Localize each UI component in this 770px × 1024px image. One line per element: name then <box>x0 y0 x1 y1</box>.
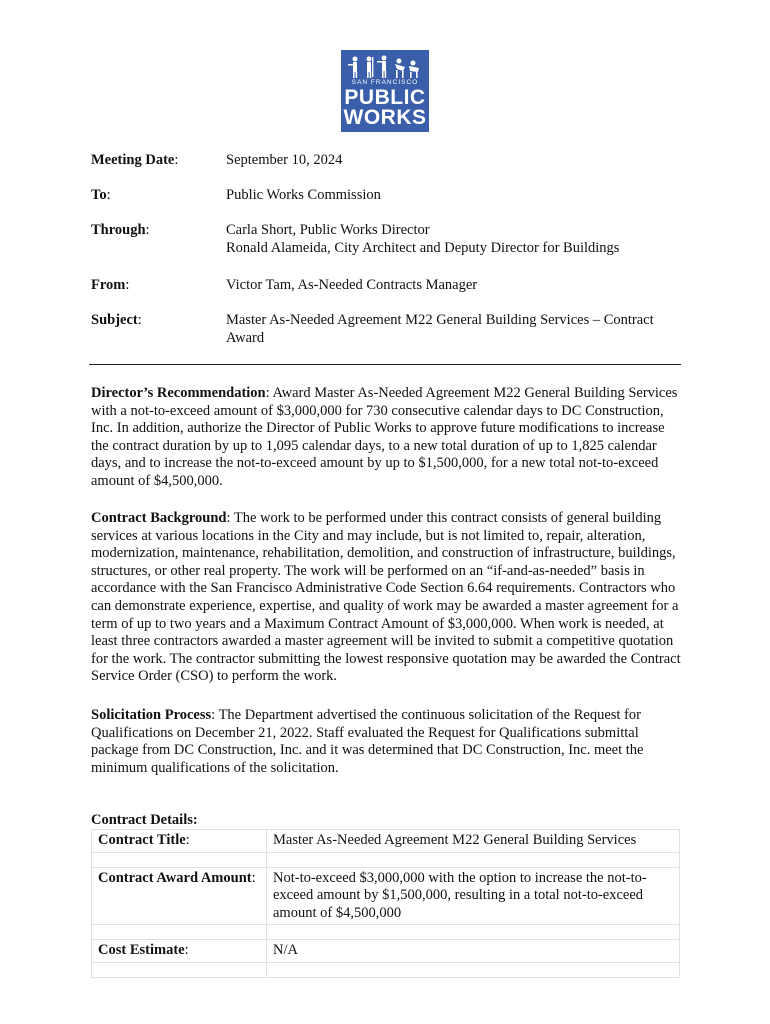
contract-award-amount-value: Not-to-exceed $3,000,000 with the option to increase the not-to-exceed amount by $1,500,000, resulting in a total not-to-exceed amount of $4,500,000 <box>267 867 680 925</box>
contract-details-heading: Contract Details: <box>91 812 198 828</box>
table-spacer-row <box>92 925 680 940</box>
cost-estimate-label: Cost Estimate: <box>92 940 267 963</box>
recommendation-paragraph: Director’s Recommendation: Award Master As-Needed Agreement M22 General Building Services with a not-to-exceed amount of $3,000,000 for 730 consecutive calendar days to DC Construction, Inc. In addition, authorize the Director of Public Works to approve future modifications to increase the contract duration by up to 1,095 calendar days, to a new total duration of up to 1,825 calendar days, and to increase the not-to-exceed amount by up to $1,500,000, for a new total not-to-exceed amount of $4,500,000. <box>91 385 678 489</box>
logo-text-public: PUBLIC <box>344 86 426 109</box>
background-paragraph: Contract Background: The work to be performed under this contract consists of general building services at various locations in the City and may include, but is not limited to, repair, alteration, modernization, maintenance, rehabilitation, demolition, and construction of infrastructure, buildings, structures, or other real property. The work will be performed on an “if-and-as-needed” basis in accordance with the San Francisco Administrative Code Section 6.64 requirements. Contractors who can demonstrate experience, expertise, and quality of work may be awarded a master agreement for a term of up to two years and a Maximum Contract Amount of $3,000,000. When work is needed, at least three contractors awarded a master agreement will be invited to submit a competitive quotation for the work. The contractor submitting the lowest responsive quotation may be awarded the Contract Service Order (CSO) to perform the work. <box>91 510 681 685</box>
through-value-line1: Carla Short, Public Works Director <box>226 222 430 238</box>
from-value: Victor Tam, As-Needed Contracts Manager <box>226 277 478 293</box>
background-heading: Contract Background <box>91 510 227 526</box>
logo-text-city: SAN FRANCISCO <box>351 79 419 86</box>
background-text: The work to be performed under this contract consists of general building services at various locations in the City and may include, but is not limited to, repair, alteration, modernization, maintenance, rehabilitation, demolition, and construction of infrastructure, buildings, structures, or other real property. The work will be performed on an “if-and-as-needed” basis in accordance with the San Francisco Administrative Code Section 6.64 requirements. Contractors who can demonstrate experience, expertise, and quality of work may be awarded a master agreement for a term of up to two years and a Maximum Contract Amount of $3,000,000. When work is needed, at least three contractors awarded a master agreement will be invited to submit a competitive quotation for the work. The contractor submitting the lowest responsive quotation may be awarded the Contract Service Order (CSO) to perform the work. <box>91 510 681 685</box>
table-row <box>92 867 680 925</box>
solicitation-paragraph: Solicitation Process: The Department advertised the continuous solicitation of the Request for Qualifications on December 21, 2022. Staff evaluated the Request for Qualifications submittal package from DC Construction, Inc. and it was determined that DC Construction, Inc. meet the minimum qualifications of the solicitation. <box>91 707 644 776</box>
workers-silhouette-icon <box>347 55 423 79</box>
from-label: From <box>91 277 126 293</box>
table-spacer-row <box>92 852 680 867</box>
subject-label: Subject <box>91 312 138 328</box>
through-label: Through <box>91 222 146 238</box>
recommendation-text: Award Master As-Needed Agreement M22 General Building Services with a not-to-exceed amount of $3,000,000 for 730 consecutive calendar days to DC Construction, Inc. In addition, authorize the Director of Public Works to approve future modifications to increase the contract duration by up to 1,095 calendar days, to a new total duration of up to 1,825 calendar days, and to increase the not-to-exceed amount by up to $1,500,000, for a new total not-to-exceed amount of $4,500,000. <box>91 385 678 489</box>
solicitation-heading: Solicitation Process <box>91 707 212 723</box>
header-divider <box>89 364 681 365</box>
table-row <box>92 830 680 853</box>
logo-text-works: WORKS <box>343 106 427 129</box>
contract-award-amount-label: Contract Award Amount: <box>92 867 267 925</box>
recommendation-heading: Director’s Recommendation <box>91 385 266 401</box>
meeting-date-value: September 10, 2024 <box>226 152 343 168</box>
table-spacer-row <box>92 962 680 977</box>
meeting-date-label: Meeting Date <box>91 152 175 168</box>
cost-estimate-value: N/A <box>267 940 680 963</box>
to-label: To <box>91 187 107 203</box>
public-works-logo <box>341 50 429 132</box>
subject-value: Master As-Needed Agreement M22 General Building Services – Contract Award <box>226 312 654 346</box>
contract-title-value: Master As-Needed Agreement M22 General Building Services <box>267 830 680 853</box>
solicitation-text: The Department advertised the continuous solicitation of the Request for Qualifications on December 21, 2022. Staff evaluated the Request for Qualifications submittal package from DC Construction, Inc. and it was determined that DC Construction, Inc. meet the minimum qualifications of the solicitation. <box>91 707 644 776</box>
contract-title-label: Contract Title: <box>92 830 267 853</box>
table-row <box>92 940 680 963</box>
contract-details-table <box>91 829 680 978</box>
to-value: Public Works Commission <box>226 187 381 203</box>
through-value-line2: Ronald Alameida, City Architect and Deputy Director for Buildings <box>226 240 620 256</box>
